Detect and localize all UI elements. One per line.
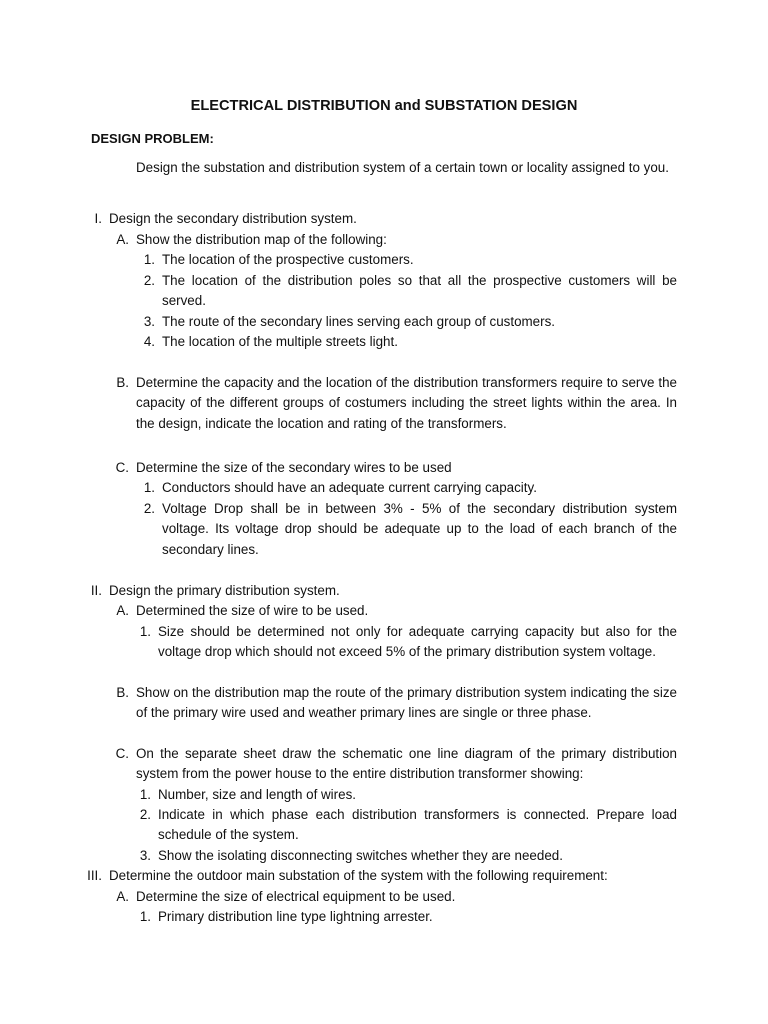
section-2-a <box>108 601 677 621</box>
item-text: Conductors should have an adequate current carrying capacity. <box>162 480 537 495</box>
item-text: Size should be determined not only for adequate carrying capacity but also for the voltage drop which should not exceed 5% of the primary distribution system voltage. <box>158 624 677 660</box>
section-marker: I. <box>94 211 102 226</box>
item-marker: 1. <box>139 787 151 802</box>
sub-marker: C. <box>115 460 129 475</box>
sub-text: Show the distribution map of the following: <box>136 232 387 247</box>
section-2-b <box>108 683 677 724</box>
section-1-a-1 <box>134 250 677 270</box>
section-text: Design the primary distribution system. <box>109 583 340 598</box>
item-marker: 1. <box>143 480 155 495</box>
sub-marker: B. <box>116 375 129 390</box>
sub-marker: A. <box>116 889 129 904</box>
item-text: Primary distribution line type lightning arrester. <box>158 909 433 924</box>
item-marker: 4. <box>143 334 155 349</box>
section-text: Design the secondary distribution system. <box>109 211 357 226</box>
section-2 <box>80 581 677 601</box>
section-1-c <box>108 458 677 478</box>
sub-text: Determine the size of electrical equipment to be used. <box>136 889 456 904</box>
section-2-c-3 <box>134 846 677 866</box>
section-1-b <box>108 373 677 434</box>
section-2-a-1 <box>134 622 677 663</box>
section-1-c-1 <box>134 478 677 498</box>
section-1 <box>80 209 677 229</box>
section-3-a <box>108 887 677 907</box>
item-marker: 1. <box>139 909 151 924</box>
section-1-c-2 <box>134 499 677 560</box>
item-text: The location of the distribution poles so that all the prospective customers will be served. <box>162 273 677 309</box>
sub-marker: B. <box>116 685 129 700</box>
sub-text: Show on the distribution map the route of the primary distribution system indicating the size of the primary wire used and weather primary lines are single or three phase. <box>136 685 677 721</box>
section-3 <box>80 866 677 886</box>
sub-marker: C. <box>115 746 129 761</box>
section-1-a-2 <box>134 271 677 312</box>
intro-paragraph: Design the substation and distribution system of a certain town or locality assigned to you. <box>136 160 669 175</box>
sub-text: Determine the capacity and the location of the distribution transformers require to serve the capacity of the different groups of costumers including the street lights within the area. In the design, indicate the location and rating of the transformers. <box>136 375 677 431</box>
item-marker: 2. <box>143 501 155 516</box>
section-2-c <box>108 744 677 785</box>
sub-text: Determined the size of wire to be used. <box>136 603 369 618</box>
section-2-c-2 <box>134 805 677 846</box>
item-text: Number, size and length of wires. <box>158 787 356 802</box>
item-marker: 2. <box>143 273 155 288</box>
item-marker: 3. <box>143 314 155 329</box>
section-1-a <box>108 230 677 250</box>
section-1-a-4 <box>134 332 677 352</box>
sub-marker: A. <box>116 232 129 247</box>
item-marker: 1. <box>143 252 155 267</box>
item-text: The route of the secondary lines serving each group of customers. <box>162 314 556 329</box>
section-1-a-3 <box>134 312 677 332</box>
section-marker: III. <box>87 868 102 883</box>
item-marker: 3. <box>139 848 151 863</box>
item-marker: 2. <box>139 807 151 822</box>
item-text: The location of the multiple streets light. <box>162 334 398 349</box>
item-marker: 1. <box>139 624 151 639</box>
sub-text: Determine the size of the secondary wires to be used <box>136 460 452 475</box>
item-text: Indicate in which phase each distribution transformers is connected. Prepare load schedule of the system. <box>158 807 677 843</box>
design-problem-heading: DESIGN PROBLEM: <box>91 131 214 146</box>
item-text: Voltage Drop shall be in between 3% - 5% of the secondary distribution system voltage. Its voltage drop should be adequate up to the load of each branch of the secondary lines. <box>162 501 677 557</box>
item-text: The location of the prospective customers. <box>162 252 414 267</box>
sub-text: On the separate sheet draw the schematic one line diagram of the primary distribution system from the power house to the entire distribution transformer showing: <box>136 746 677 782</box>
page-title: ELECTRICAL DISTRIBUTION and SUBSTATION DESIGN <box>190 98 578 114</box>
section-2-c-1 <box>134 785 677 805</box>
sub-marker: A. <box>116 603 129 618</box>
item-text: Show the isolating disconnecting switches whether they are needed. <box>158 848 563 863</box>
section-marker: II. <box>90 583 102 598</box>
section-text: Determine the outdoor main substation of the system with the following requirement: <box>109 868 608 883</box>
section-3-a-1 <box>134 907 677 927</box>
